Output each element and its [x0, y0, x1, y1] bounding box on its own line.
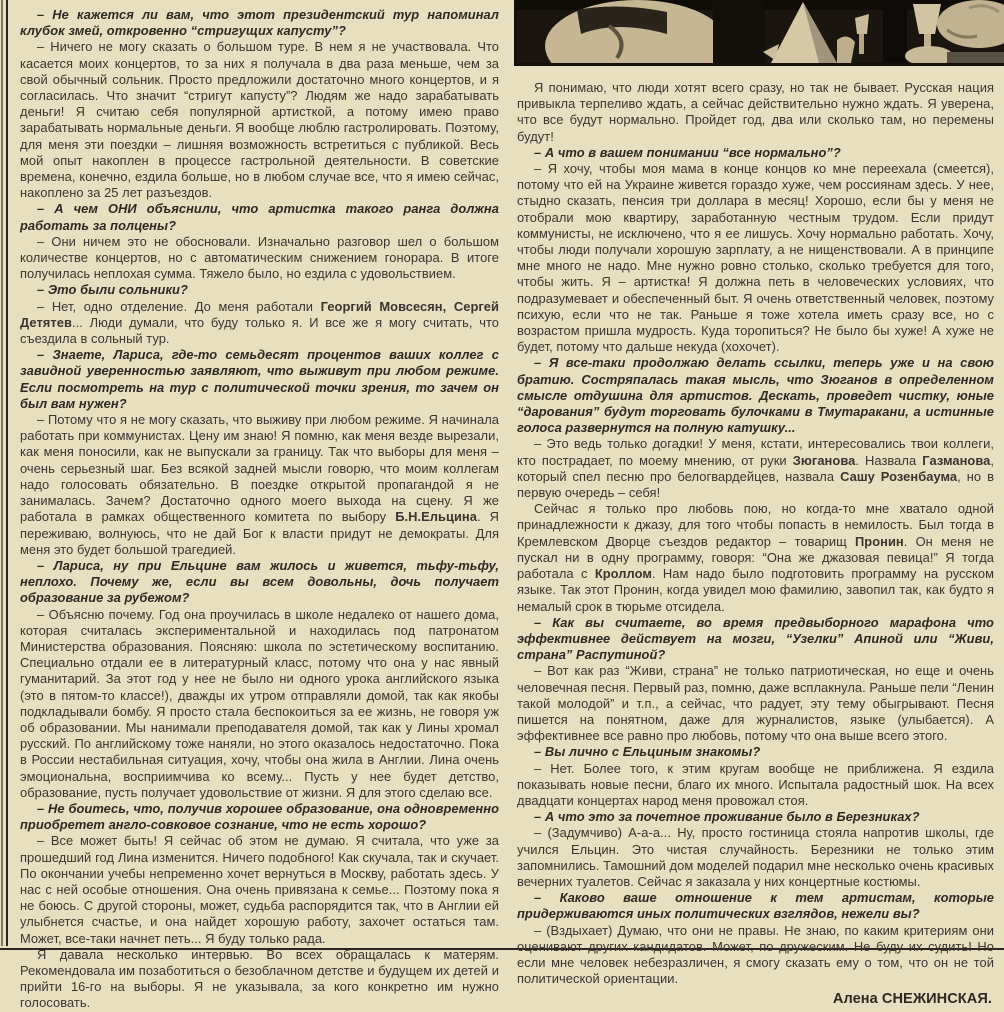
- answer-paragraph: – Нет. Более того, к этим кругам вообще не приближена. Я ездила показывать новые песни, благо их много. Испытала радостный шок. На всех двадцати концертах народ меня провожал стоя.: [517, 760, 994, 808]
- answer-paragraph: – (Вздыхает) Думаю, что они не правы. Не знаю, по каким критериям они оценивают других кандидатов. Может, по дружеским. Не буду их судить! Но если мне человек небезразличен, я смогу сказать ему о том, что он не той политической ориентации.: [517, 922, 994, 987]
- answer-paragraph: Сейчас я только про любовь пою, но когда-то мне хватало одной принадлежности к джазу, для того чтобы попасть в немилость. Был тогда в Кремлевском Дворце съездов редактор – товарищ Пронин. Он меня не пускал ни в одну программу, говоря: “Она же джазовая певица!” Я тогда работала с Кроллом. Нам надо было подготовить программу на русском языке. Так этот Пронин, когда увидел мою фамилию, завопил так, как будто я немалый срок в тюрьме отсидела.: [517, 501, 995, 614]
- question-paragraph: – Лариса, ну при Ельцине вам жилось и живется, тьфу-тьфу, неплохо. Почему же, если вы всем довольны, дочь получает образование за рубежом?: [20, 557, 499, 606]
- question-paragraph: – Не боитесь, что, получив хорошее образование, она одновременно приобретет англо-совковое сознание, что не есть хорошо?: [20, 800, 499, 833]
- answer-paragraph: – Нет, одно отделение. До меня работали Георгий Мовсесян, Сергей Детятев... Люди думали, что буду только я. И все же я могу считать, что съездила в сольный тур.: [20, 298, 499, 347]
- article-photo: [514, 0, 1004, 66]
- question-paragraph: – Это были сольники?: [37, 282, 188, 298]
- answer-paragraph: – (Задумчиво) А-а-а... Ну, просто гостиница стояла напротив школы, где учился Ельцин. Это чистая случайность. Березники не только этим запомнились. Тамошний дом моделей подарил мне несколько очень красивых вечерних туалетов. Сейчас я заказала у них концертные костюмы.: [517, 825, 994, 889]
- right-column-text: [517, 80, 994, 987]
- question-paragraph: – Не кажется ли вам, что этот президентский тур напоминал клубок змей, откровенно “стригущих капусту”?: [20, 7, 499, 39]
- left-column: [20, 7, 499, 1012]
- answer-paragraph: – Вот как раз “Живи, страна” не только патриотическая, но еще и очень человечная песня. Первый раз, помню, даже всплакнула. Раньше пели “Ленин такой молодой” и т.п., а сейчас, что радует, эту тему обыгрывают. Песня пишется на понятном, даже для журналистов, языке (улыбается). А эффективнее все равно про любовь, потому что она выше всего этого.: [517, 663, 994, 744]
- answer-paragraph: – Это ведь только догадки! У меня, кстати, интересовались твои коллеги, кто пострадает, по моему мнению, от руки Зюганова. Назвала Газманова, который спел песню про белогвардейцев, назвала Сашу Розенбаума, но в первую очередь – себя!: [517, 436, 995, 501]
- answer-paragraph: – Они ничем это не обосновали. Изначально разговор шел о большом количестве концертов, но с автоматическим снижением гонорара. В итоге получилась неплохая сумма. Тяжело было, но ездила с удовольствием.: [20, 233, 499, 282]
- question-paragraph: – А что это за почетное проживание было в Березниках?: [534, 809, 920, 825]
- answer-paragraph: – Я хочу, чтобы моя мама в конце концов ко мне переехала (смеется), потому что ей на Украине живется гораздо хуже, чем россиянам здесь. У нее, стыдно сказать, пенсия три доллара в месяц! Хорошо, если бы у меня не отобрали мою квартиру, заработанную честным трудом. Если придут коммунисты, не исключено, что я ее лишусь. Хочу нормально работать. Хочу, чтобы люди получали хорошую зарплату, а не нищенствовали. А в принципе мне много не надо. Мне нужно ровно столько, сколько требуется для того, чтобы жить. Я – артистка! Я должна петь в человеческих условиях, что подразумевает и обеспеченный быт. Я очень ответственный человек, поэтому психую, если что не так. Раньше я тоже хотела иметь сразу все, но с возрастом пришла мудрость. Куда торопиться? Не было бы хуже! А хуже не будет, потому что дальше некуда (хохочет).: [517, 161, 994, 355]
- question-paragraph: – А чем ОНИ объяснили, что артистка такого ранга должна работать за полцены?: [20, 201, 499, 233]
- outer-left-rule: [1, 0, 3, 946]
- question-paragraph: – Как вы считаете, во время предвыборного марафона что эффективнее действует на мозги, “Узелки” Апиной или “Живи, страна” Распутиной?: [517, 614, 994, 663]
- answer-paragraph: Я понимаю, что люди хотят всего сразу, но так не бывает. Русская нация привыкла терпеливо ждать, а сейчас действительно нужно ждать. Я уверена, что все будут нормально. Пройдет год, два или сколько там, но перемены будут!: [517, 80, 994, 144]
- question-paragraph: – Я все-таки продолжаю делать ссылки, теперь уже и на свою братию. Состряпалась такая мысль, что Зюганов в определенном смысле отдушина для артистов. Дескать, проведет чистку, юные “дарования” будут торговать булочками в Тмутаракани, а истинные голоса развернутся на полную катушку...: [517, 355, 994, 436]
- answer-paragraph: – Ничего не могу сказать о большом туре. В нем я не участвовала. Что касается моих концертов, то за них я получала в два раза меньше, чем за свой обычный сольник. Просто предложили достаточно много концертов, и я согласилась. Что значит “стригут капусту”? Людям же надо зарабатывать деньги! Я считаю себя популярной артисткой, а потому имею право зарабатывать нормальные деньги. Я вообще люблю гастролировать. Поэтому, для меня эти поездки – лишняя возможность встретиться с публикой. Весь мой опыт накоплен в процессе гастрольной деятельности. В советские времена, конечно, ездила больше, но в любом случае все, что я имею сейчас, накоплено за 25 лет разъездов.: [20, 39, 499, 201]
- byline: Алена СНЕЖИНСКАЯ.: [832, 991, 992, 1008]
- answer-paragraph: Я давала несколько интервью. Во всех обращалась к матерям. Рекомендовала им позаботиться о безоблачном детстве и будущем их детей и прийти 16-го на выборы. Я не указывала, за кого конкретно им нужно голосовать.: [20, 946, 499, 1011]
- answer-paragraph: – Объясню почему. Год она проучилась в школе недалеко от нашего дома, которая считалась экспериментальной и находилась под патронатом Министерства образования. Поясняю: школа по эстетическому воспитанию. Специально отдали ее в литературный класс, потому что она у нас явный гуманитарий. За этот год у нее не было ни одного урока английского языка (это в пятом-то классе!), дважды их утром отправляли домой, так как якобы подкладывали бомбу. Я просто стала беспокоиться за ее жизнь, не говоря уж об образовании. Мы нанимали преподавателя домой, так как у Лины хромал русский. По английскому тоже наняли, но этого оказалось недостаточно. Пока в России нестабильная ситуация, хочу, чтобы она жила в Англии. Лина очень эмоциональна, восприимчива ко всему... Пусть у нее будет детство, образование, пусть получает удовольствие от жизни. Я для этого сделаю все.: [20, 606, 499, 800]
- question-paragraph: – Вы лично с Ельциным знакомы?: [534, 744, 761, 760]
- right-column: [517, 80, 994, 1008]
- answer-paragraph: – Потому что я не могу сказать, что выживу при любом режиме. Я начинала работать при коммунистах. Цену им знаю! Я помню, как меня везде вырезали, как меня поносили, как не выпускали за границу. Так что выборы для меня – очень серьезный шаг. Без всякой задней мысли говорю, что моим коллегам надо голосовать обязательно. В поездке открытой пропагандой я не занималась. Зачем? Достаточно одного моего выхода на сцену. Я же работала в рамках общественного комитета по выбору Б.Н.Ельцина. Я переживаю, волнуюсь, что не дай Бог к власти придут не демократы. Для меня это будет большой трагедией.: [20, 412, 499, 557]
- question-paragraph: – Каково ваше отношение к тем артистам, которые придерживаются иных политических взглядов, нежели вы?: [517, 890, 994, 922]
- photo-image: [517, 0, 1004, 63]
- question-paragraph: – Знаете, Лариса, где-то семьдесят процентов ваших коллег с завидной уверенностью заявляют, что выживут при любом режиме. Если посмотреть на тур с политической точки зрения, то зачем он был вам нужен?: [20, 347, 499, 411]
- left-rule: [6, 0, 8, 946]
- answer-paragraph: – Все может быть! Я сейчас об этом не думаю. Я считала, что уже за прошедший год Лина изменится. Ничего подобного! Как скучала, так и скучает. По окончании учебы непременно хочет вернуться в Москву, работать здесь. У нас с ней особые отношения. Она очень привязана к семье... Поэтому пока я не боюсь. С другой стороны, может, судьба распорядится так, что в Англии ей улыбнется счастье, и она найдет хорошую работу, захочет остаться там. Может, все-таки начнет петь... Я буду только рада.: [20, 833, 499, 946]
- question-paragraph: – А что в вашем понимании “все нормально”?: [534, 144, 841, 160]
